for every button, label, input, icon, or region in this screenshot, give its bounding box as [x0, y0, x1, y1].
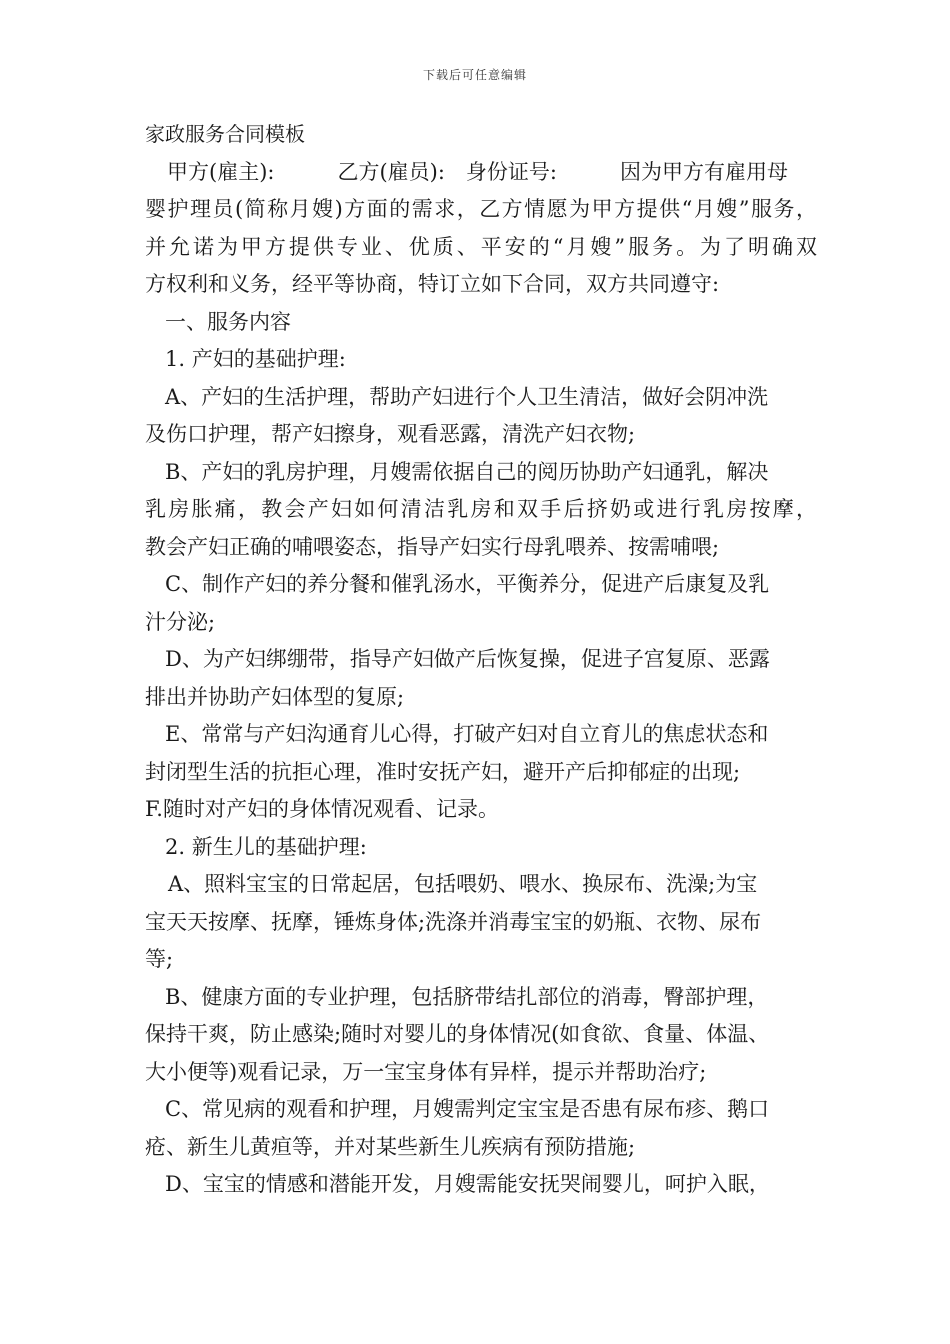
paragraph-line: 宝天天按摩、抚摩，锤炼身体;洗涤并消毒宝宝的奶瓶、衣物、尿布 — [145, 909, 762, 934]
paragraph-line: E、常常与产妇沟通育儿心得，打破产妇对自立育儿的焦虑状态和 — [165, 722, 769, 746]
paragraph-line: 乳房胀痛，教会产妇如何清洁乳房和双手后挤奶或进行乳房按摩， — [145, 497, 817, 521]
paragraph-line: C、常见病的观看和护理，月嫂需判定宝宝是否患有尿布疹、鹅口 — [165, 1097, 770, 1121]
paragraph-line: 甲方(雇主): 乙方(雇员): 身份证号: 因为甲方有雇用母 — [167, 159, 788, 184]
paragraph-line: F.随时对产妇的身体情况观看、记录。 — [145, 797, 499, 821]
paragraph-line: A、产妇的生活护理，帮助产妇进行个人卫生清洁，做好会阴冲洗 — [165, 384, 769, 409]
paragraph-line: A、照料宝宝的日常起居，包括喂奶、喂水、换尿布、洗澡;为宝 — [168, 872, 758, 896]
paragraph-line: 排出并协助产妇体型的复原; — [145, 684, 405, 709]
paragraph-line: 方权利和义务，经平等协商，特订立如下合同，双方共同遵守: — [145, 272, 720, 296]
section-heading: 一、服务内容 — [165, 309, 291, 334]
subsection-heading: 1. 产妇的基础护理: — [165, 347, 346, 371]
paragraph-line: C、制作产妇的养分餐和催乳汤水，平衡养分，促进产后康复及乳 — [165, 572, 770, 596]
document-title: 家政服务合同模板 — [145, 122, 305, 146]
paragraph-line: 汁分泌; — [145, 609, 216, 634]
paragraph-line: 疮、新生儿黄疸等，并对某些新生儿疾病有预防措施; — [145, 1134, 636, 1159]
paragraph-line: D、为产妇绑绷带，指导产妇做产后恢复操，促进子宫复原、恶露 — [165, 647, 770, 671]
page-header-note: 下载后可任意编辑 — [422, 68, 527, 82]
paragraph-line: 大小便等)观看记录，万一宝宝身体有异样，提示并帮助治疗; — [145, 1059, 707, 1084]
subsection-heading: 2. 新生儿的基础护理: — [165, 834, 367, 859]
paragraph-line: 婴护理员(简称月嫂)方面的需求，乙方情愿为甲方提供“月嫂”服务， — [145, 197, 817, 221]
paragraph-line: D、宝宝的情感和潜能开发，月嫂需能安抚哭闹婴儿，呵护入眠， — [165, 1172, 770, 1196]
paragraph-line: B、健康方面的专业护理，包括脐带结扎部位的消毒，臀部护理， — [165, 984, 769, 1009]
paragraph-line: B、产妇的乳房护理，月嫂需依据自己的阅历协助产妇通乳，解决 — [165, 459, 769, 484]
paragraph-line: 保持干爽，防止感染;随时对婴儿的身体情况(如食欲、食量、体温、 — [145, 1022, 770, 1046]
paragraph-line: 并允诺为甲方提供专业、优质、平安的“月嫂”服务。为了明确双 — [145, 234, 817, 259]
paragraph-line: 教会产妇正确的哺喂姿态，指导产妇实行母乳喂养、按需哺喂; — [145, 534, 720, 559]
document-body — [145, 116, 817, 1204]
paragraph-line: 等; — [145, 947, 174, 971]
paragraph-line: 封闭型生活的抗拒心理，准时安抚产妇，避开产后抑郁症的出现; — [145, 759, 741, 784]
paragraph-line: 及伤口护理，帮产妇擦身，观看恶露，清洗产妇衣物; — [145, 422, 636, 446]
